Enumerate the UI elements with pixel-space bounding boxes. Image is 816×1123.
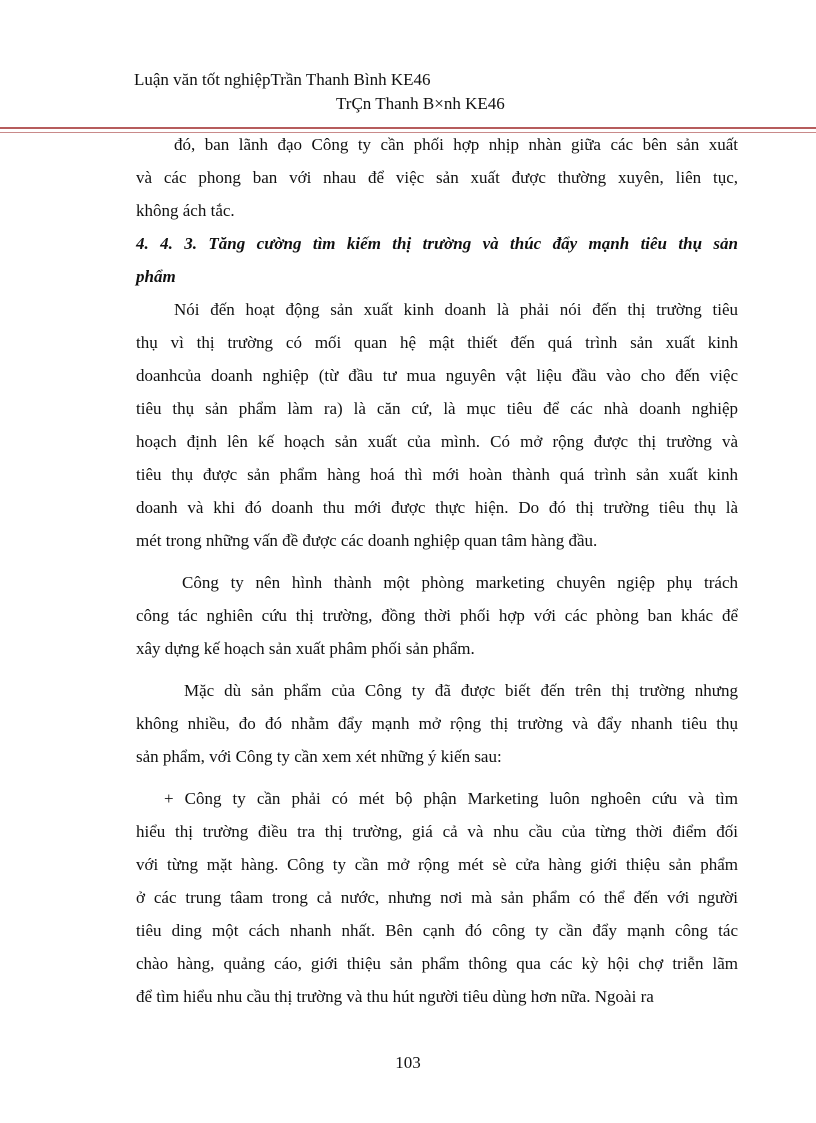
text-line: để tìm hiểu nhu cầu thị trường và thu hút người tiêu dùng hơn nữa. Ngoài ra [136, 987, 654, 1006]
text-line: không nhiều, đo đó nhằm đẩy mạnh mở rộng thị trường và đẩy nhanh tiêu thụ [136, 714, 738, 733]
heading-line: phẩm [136, 267, 176, 286]
text-line: đó, ban lãnh đạo Công ty cần phối hợp nhịp nhàn giữa các bên sản xuất [174, 135, 738, 154]
text-line: mét trong những vấn đề được các doanh nghiệp quan tâm hàng đầu. [136, 531, 598, 550]
text-line: xây dựng kế hoạch sản xuất phâm phối sản phẩm. [136, 639, 475, 658]
heading-line: 4. 4. 3. Tăng cường tìm kiếm thị trường và thúc đẩy mạnh tiêu thụ sản [136, 234, 738, 253]
running-header-author: TrÇn Thanh B×nh KE46 [336, 94, 505, 113]
page-body [136, 128, 738, 1013]
text-line: doanhcủa doanh nghiệp (từ đầu tư mua nguyên vật liệu đầu vào cho đến việc [136, 366, 738, 385]
text-line: doanh và khi đó doanh thu mới được thực hiện. Do đó thị trường tiêu thụ là [136, 498, 738, 517]
paragraph-continuation [136, 128, 738, 227]
text-line: Mặc dù sản phẩm của Công ty đã được biết đến trên thị trường nhưng [184, 681, 738, 700]
paragraph-suggestions [136, 674, 738, 773]
text-line: thụ vì thị trường có mối quan hệ mật thiết đến quá trình sản xuất kinh [136, 333, 738, 352]
text-line: tiêu thụ được sản phẩm hàng hoá thì mới hoàn thành quá trình sản xuất kinh [136, 465, 738, 484]
text-line: tiêu thụ sản phẩm làm ra) là căn cứ, là mục tiêu để các nhà doanh nghiệp [136, 399, 738, 418]
text-line: tiêu ding một cách nhanh nhất. Bên cạnh đó công ty cần đẩy mạnh công tác [136, 921, 738, 940]
section-heading [136, 227, 738, 293]
paragraph-market [136, 293, 738, 557]
paragraph-marketing-dept [136, 566, 738, 665]
text-line: với từng mặt hàng. Công ty cần mở rộng mét sè cửa hàng giới thiệu sản phẩm [136, 855, 738, 874]
page-number: 103 [395, 1053, 421, 1072]
text-line: không ách tắc. [136, 201, 235, 220]
text-line: và các phong ban với nhau để việc sản xuất được thường xuyên, liên tục, [136, 168, 738, 187]
text-line: Công ty nên hình thành một phòng marketing chuyên ngiệp phụ trách [182, 573, 738, 592]
text-line: công tác nghiên cứu thị trường, đồng thời phối hợp với các phòng ban khác để [136, 606, 738, 625]
text-line: sản phẩm, với Công ty cần xem xét những ý kiến sau: [136, 747, 502, 766]
text-line: hiểu thị trường điều tra thị trường, giá cả và nhu cầu của từng thời điểm đối [136, 822, 738, 841]
text-line: Nói đến hoạt động sản xuất kinh doanh là phải nói đến thị trường tiêu [174, 300, 738, 319]
text-line: chào hàng, quảng cáo, giới thiệu sản phẩm thông qua các kỳ hội chợ triễn lãm [136, 954, 738, 973]
text-line: ở các trung tâam trong cả nước, nhưng nơi mà sản phẩm có thể đến với người [136, 888, 738, 907]
text-line: hoạch định lên kế hoạch sản xuất của mình. Có mở rộng được thị trường và [136, 432, 738, 451]
paragraph-bullet-marketing [136, 782, 738, 1013]
running-header-title: Luận văn tốt nghiệpTrần Thanh Bình KE46 [134, 70, 431, 89]
text-line: + Công ty cần phải có mét bộ phận Marketing luôn nghoên cứu và tìm [164, 789, 738, 808]
